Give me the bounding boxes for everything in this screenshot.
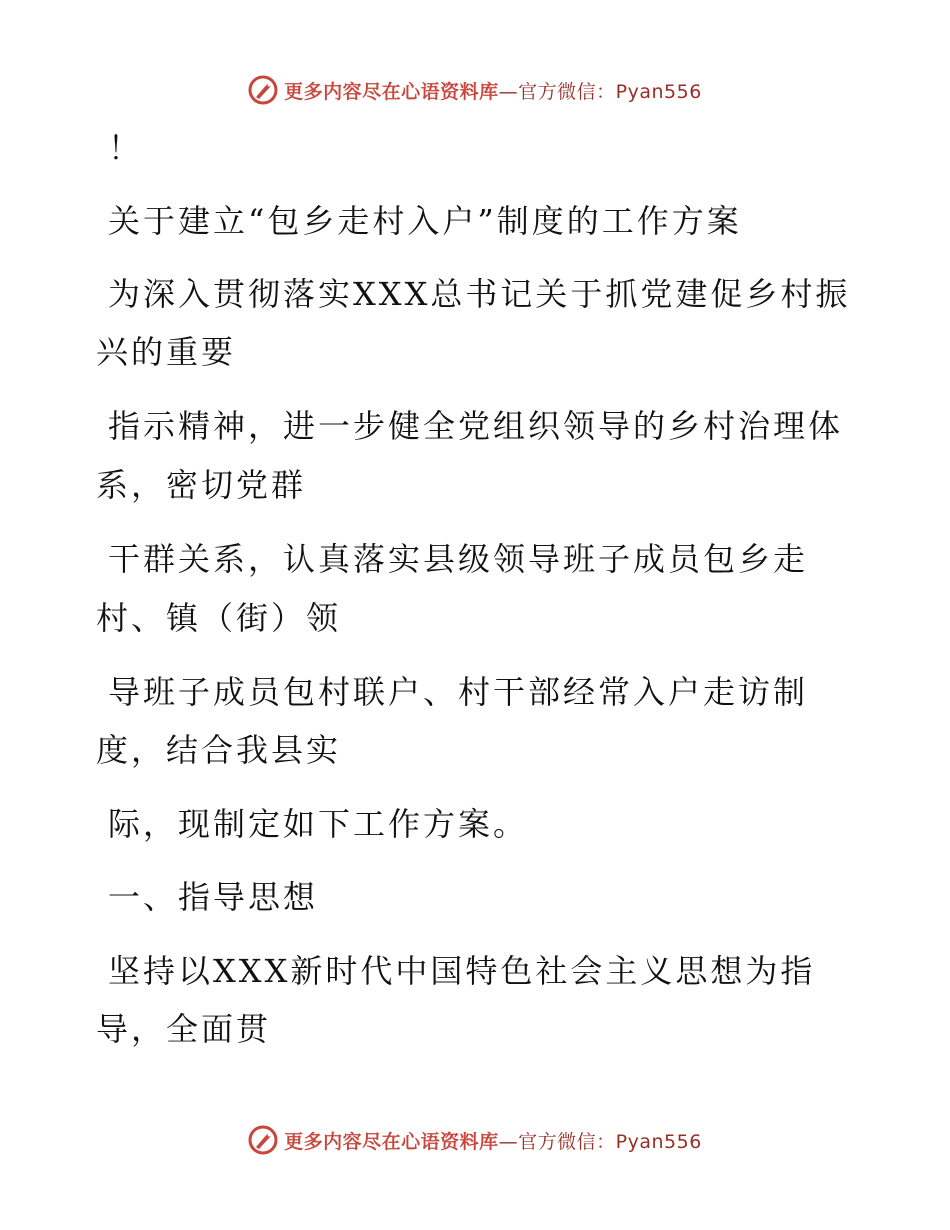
doc-line-7: 干群关系，认真落实县级领导班子成员包乡走 — [108, 540, 809, 578]
doc-line-1: ！ — [108, 129, 144, 167]
doc-line-3: 为深入贯彻落实XXX总书记关于抓党建促乡村振 — [108, 275, 851, 313]
header-banner-suffix: 官方微信：Pyan556 — [518, 80, 702, 103]
header-banner-main: 更多内容尽在心语资料库 — [284, 80, 499, 103]
doc-line-6: 系，密切党群 — [96, 466, 307, 504]
pen-nib-logo-icon — [248, 1125, 278, 1155]
footer-banner-main: 更多内容尽在心语资料库 — [284, 1130, 499, 1153]
doc-title: 关于建立“包乡走村入户”制度的工作方案 — [108, 202, 742, 240]
doc-line-8: 村、镇（街）领 — [96, 599, 342, 637]
doc-line-4: 兴的重要 — [96, 333, 237, 371]
doc-line-10: 度，结合我县实 — [96, 731, 342, 769]
doc-line-5: 指示精神，进一步健全党组织领导的乡村治理体 — [108, 407, 844, 445]
header-banner-dash: — — [498, 80, 519, 103]
footer-banner-text — [284, 1127, 702, 1154]
footer-banner — [0, 1120, 950, 1160]
doc-line-11: 际，现制定如下工作方案。 — [108, 805, 529, 843]
doc-line-13: 坚持以XXX新时代中国特色社会主义思想为指 — [108, 952, 816, 990]
footer-banner-dash: — — [498, 1130, 519, 1153]
doc-line-14: 导，全面贯 — [96, 1010, 272, 1048]
doc-line-9: 导班子成员包村联户、村干部经常入户走访制 — [108, 673, 809, 711]
section-heading-1: 一、指导思想 — [108, 878, 319, 916]
footer-banner-suffix: 官方微信：Pyan556 — [518, 1130, 702, 1153]
